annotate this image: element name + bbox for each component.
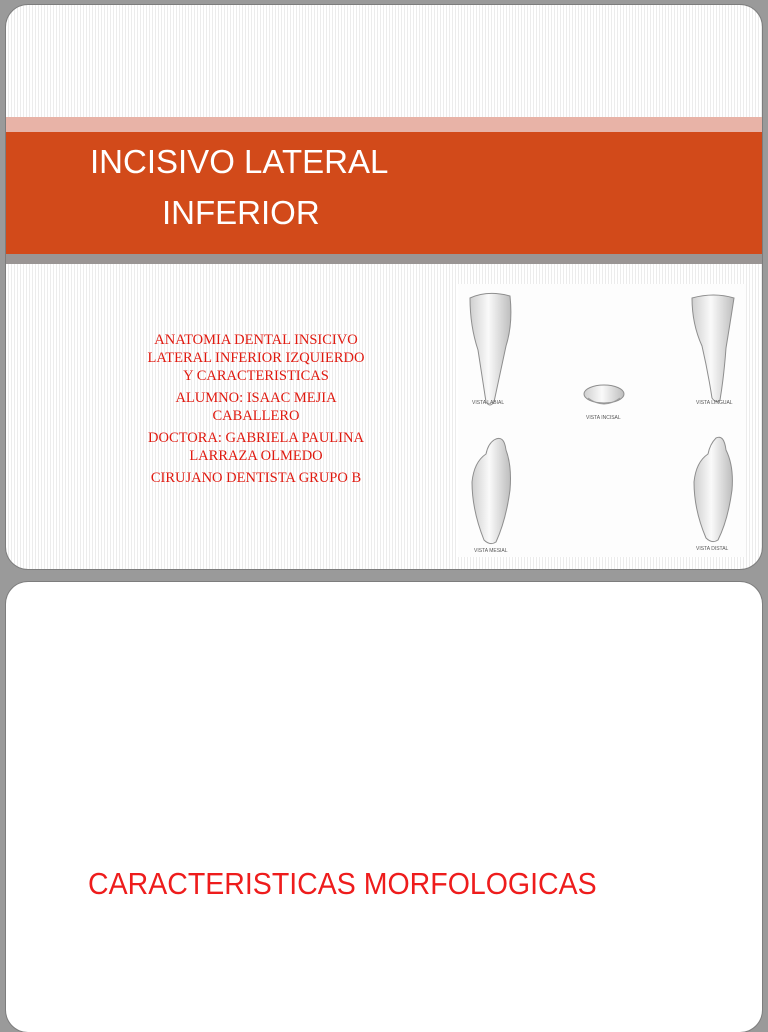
tooth-labial-view (470, 293, 511, 406)
teacher-name-line: DOCTORA: GABRIELA PAULINA (148, 430, 364, 446)
teacher-name-line: LARRAZA OLMEDO (189, 448, 323, 464)
title-band-top-stripe (6, 117, 762, 133)
label-labial: VISTA LABIAL (472, 400, 505, 406)
student-name-line: ALUMNO: ISAAC MEJIA (175, 390, 337, 406)
label-mesial: VISTA MESIAL (474, 548, 508, 554)
slide-1 (6, 5, 762, 569)
tooth-mesial-view (472, 438, 511, 554)
tooth-views-image (458, 284, 746, 557)
label-incisal: VISTA INCISAL (586, 415, 621, 421)
subtitle-line: ANATOMIA DENTAL INSICIVO (154, 332, 358, 348)
label-lingual: VISTA LINGUAL (696, 400, 733, 406)
tooth-lingual-view (692, 295, 734, 406)
group-line: CIRUJANO DENTISTA GRUPO B (150, 470, 362, 486)
tooth-incisal-view (584, 385, 624, 421)
section-heading: CARACTERISTICAS MORFOLOGICAS (88, 866, 597, 901)
subtitle-line: LATERAL INFERIOR IZQUIERDO (147, 350, 365, 366)
label-distal: VISTA DISTAL (696, 546, 729, 552)
tooth-distal-view (694, 437, 732, 552)
slide-2 (6, 582, 762, 1032)
title-band-bottom-stripe (6, 254, 762, 264)
student-name-line: CABALLERO (212, 408, 300, 424)
slide-title-line-2: INFERIOR (162, 194, 320, 231)
slide-title-line-1: INCISIVO LATERAL (90, 143, 389, 180)
subtitle-line: Y CARACTERISTICAS (183, 368, 329, 384)
slide-subtitle (110, 331, 402, 487)
